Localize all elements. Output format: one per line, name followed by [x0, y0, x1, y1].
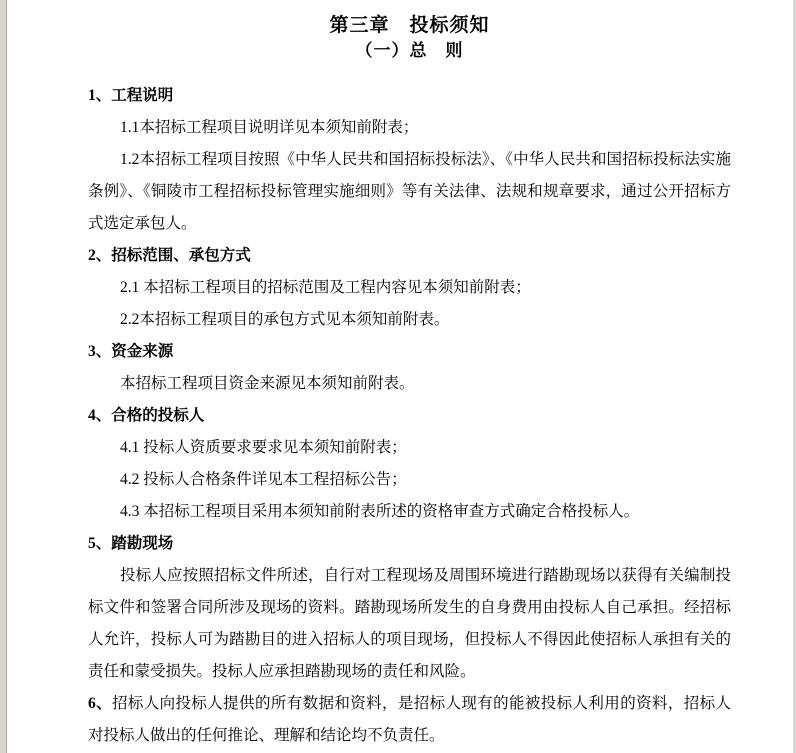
section-heading-4: 4、合格的投标人 [88, 407, 205, 424]
paragraph-1-1: 1.1本招标工程项目说明详见本须知前附表； [120, 119, 419, 136]
document-body [88, 80, 731, 752]
paragraph-2-2: 2.2本招标工程项目的承包方式见本须知前附表。 [120, 311, 450, 328]
section-heading-5: 5、踏勘现场 [88, 535, 174, 552]
paragraph-2-1: 2.1 本招标工程项目的招标范围及工程内容见本须知前附表； [120, 279, 531, 296]
chapter-subtitle: （一）总 则 [355, 41, 464, 60]
paragraph-6-text: 招标人向投标人提供的所有数据和资料，是招标人现有的能被投标人利用的资料，招标人对投标人做出的任何推论、理解和结论均不负责任。 [88, 695, 731, 744]
document-page [88, 12, 731, 752]
section-heading-1: 1、工程说明 [88, 87, 174, 104]
section-heading-2: 2、招标范围、承包方式 [88, 247, 251, 264]
paragraph-5-body: 投标人应按照招标文件所述，自行对工程现场及周围环境进行踏勘现场以获得有关编制投标文件和签署合同所涉及现场的资料。踏勘现场所发生的自身费用由投标人自己承担。经招标人允许，投标人可为踏勘目的进入招标人的项目现场，但投标人不得因此使招标人承担有关的责任和蒙受损失。投标人应承担踏勘现场的责任和风险。 [88, 567, 731, 680]
window-left-edge [0, 0, 7, 753]
paragraph-4-1: 4.1 投标人资质要求要求见本须知前附表； [120, 439, 407, 456]
paragraph-3-body: 本招标工程项目资金来源见本须知前附表。 [120, 375, 415, 392]
paragraph-4-3: 4.3 本招标工程项目采用本须知前附表所述的资格审查方式确定合格投标人。 [120, 503, 640, 520]
paragraph-6 [88, 688, 731, 752]
paragraph-4-2: 4.2 投标人合格条件详见本工程招标公告； [120, 471, 407, 488]
paragraph-1-2: 1.2本招标工程项目按照《中华人民共和国招标投标法》、《中华人民共和国招标投标法实施条例》、《铜陵市工程招标投标管理实施细则》等有关法律、法规和规章要求，通过公开招标方式选定承包人。 [88, 151, 731, 232]
section-heading-3: 3、资金来源 [88, 343, 174, 360]
section-number-6: 6、 [88, 695, 113, 712]
chapter-title: 第三章 投标须知 [329, 15, 490, 36]
